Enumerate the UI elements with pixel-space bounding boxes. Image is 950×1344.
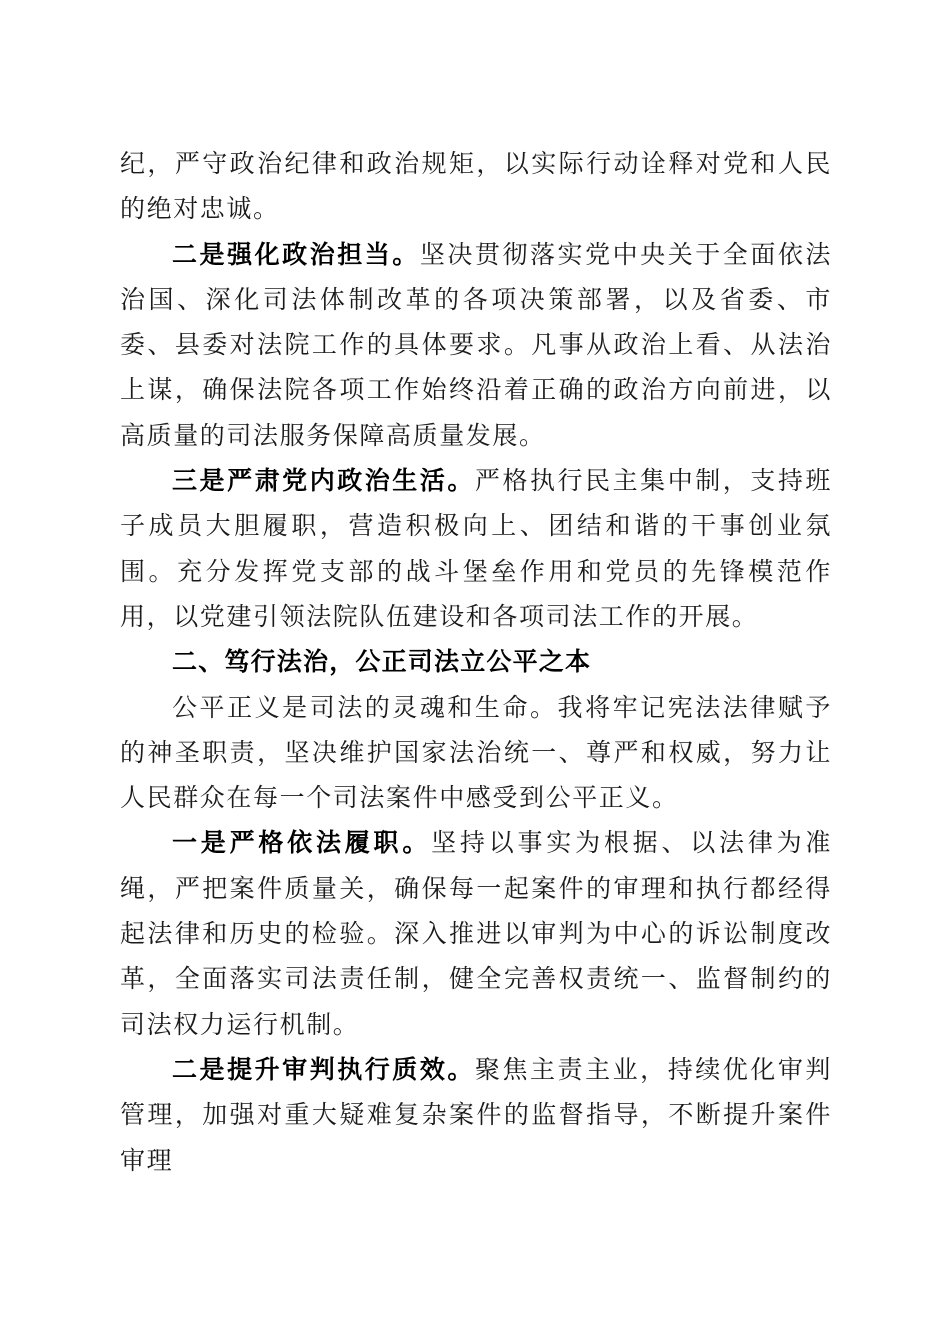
paragraph-text: 公平正义是司法的灵魂和生命。我将牢记宪法法律赋予的神圣职责，坚决维护国家法治统一、尊严和权威，努力让人民群众在每一个司法案件中感受到公平正义。 — [120, 692, 832, 813]
paragraph-lead: 一是严格依法履职。 — [172, 828, 432, 858]
paragraph-text: 坚持以事实为根据、以法律为准绳，严把案件质量关，确保每一起案件的审理和执行都经得起法律和历史的检验。深入推进以审判为中心的诉讼制度改革，全面落实司法责任制，健全完善权责统一、监督制约的司法权力运行机制。 — [120, 828, 833, 1039]
paragraph-text: 坚决贯彻落实党中央关于全面依法治国、深化司法体制改革的各项决策部署，以及省委、市委、县委对法院工作的具体要求。凡事从政治上看、从法治上谋，确保法院各项工作始终沿着正确的政治方向前进，以高质量的司法服务保障高质量发展。 — [120, 239, 832, 450]
paragraph-continuation — [120, 141, 832, 232]
section-heading: 二、笃行法治，公正司法立公平之本 — [172, 647, 592, 677]
paragraph-text: 严格执行民主集中制，支持班子成员大胆履职，营造积极向上、团结和谐的干事创业氛围。充分发挥党支部的战斗堡垒作用和党员的先锋模范作用，以党建引领法院队伍建设和各项司法工作的开展。 — [120, 466, 832, 631]
paragraph-political-responsibility — [120, 232, 832, 458]
paragraph-party-life — [120, 458, 832, 639]
paragraph-lead: 二是提升审判执行质效。 — [172, 1054, 475, 1084]
paragraph-text: 纪，严守政治纪律和政治规矩，以实际行动诠释对党和人民的绝对忠诚。 — [120, 149, 832, 224]
paragraph-lead: 三是严肃党内政治生活。 — [172, 466, 475, 496]
paragraph-text: 聚焦主责主业，持续优化审判管理，加强对重大疑难复杂案件的监督指导，不断提升案件审理 — [120, 1054, 832, 1175]
paragraph-lead: 二是强化政治担当。 — [172, 239, 420, 269]
paragraph-lawful-duty — [120, 820, 832, 1046]
paragraph-trial-efficiency — [120, 1047, 832, 1183]
paragraph-fairness — [120, 685, 832, 821]
document-body — [120, 141, 832, 1183]
